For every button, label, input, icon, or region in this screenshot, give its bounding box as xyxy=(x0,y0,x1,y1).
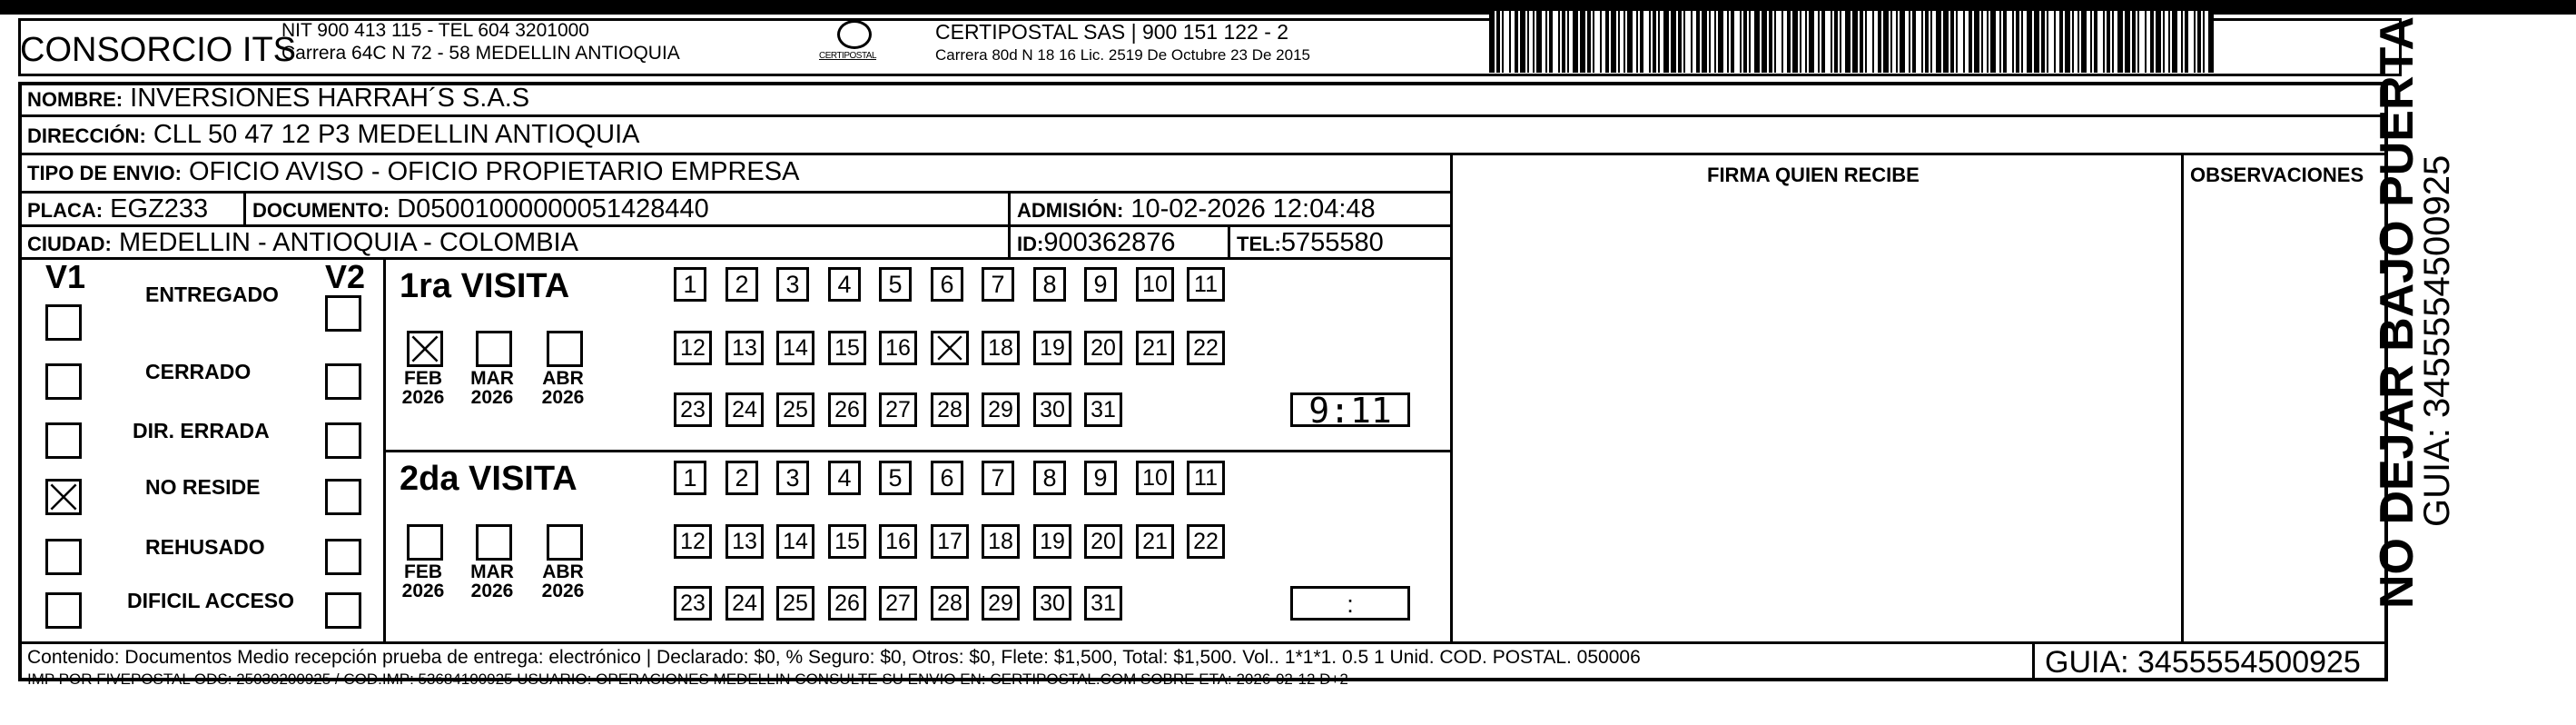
visit1-time-box[interactable]: 9:11 xyxy=(1290,392,1410,427)
visit1-day-box[interactable]: 28 xyxy=(931,392,969,427)
v1-checkbox-1[interactable] xyxy=(45,304,82,341)
visit1-day-box[interactable]: 11 xyxy=(1187,267,1225,302)
visit1-day-box[interactable]: 23 xyxy=(674,392,712,427)
visit2-day-box[interactable]: 5 xyxy=(879,461,912,495)
visit2-day-box[interactable]: 28 xyxy=(931,586,969,621)
visit2-day-box[interactable]: 21 xyxy=(1136,524,1174,559)
visit2-year-label: 2026 xyxy=(470,581,514,601)
visit2-day-box[interactable]: 26 xyxy=(828,586,866,621)
col-divider xyxy=(1008,191,1011,257)
v2-checkbox-3[interactable] xyxy=(325,422,361,459)
visit1-day-box[interactable]: 13 xyxy=(725,331,764,365)
visit1-month-label: MAR xyxy=(470,368,514,389)
visit1-day-box[interactable]: 21 xyxy=(1136,331,1174,365)
side-label xyxy=(2370,16,2458,609)
company-line-2: Carrera 64C N 72 - 58 MEDELLIN ANTIOQUIA xyxy=(281,43,680,64)
visit2-month-label: ABR xyxy=(542,561,584,582)
visit1-day-box[interactable]: 26 xyxy=(828,392,866,427)
visit2-day-box[interactable]: 31 xyxy=(1084,586,1122,621)
visit1-day-box[interactable]: 14 xyxy=(776,331,814,365)
status-label: ENTREGADO xyxy=(145,283,279,306)
id-value: 900362876 xyxy=(1043,228,1176,257)
visit1-day-box[interactable]: 7 xyxy=(982,267,1014,302)
visit2-title: 2da VISITA xyxy=(400,460,577,498)
observaciones-header: OBSERVACIONES xyxy=(2190,164,2364,186)
documento-label: DOCUMENTO: xyxy=(252,199,390,222)
row-divider xyxy=(22,224,1450,227)
visit1-day-box[interactable]: 12 xyxy=(674,331,712,365)
visit1-day-box[interactable]: 3 xyxy=(776,267,809,302)
visit2-day-box[interactable]: 13 xyxy=(725,524,764,559)
tel-value: 5755580 xyxy=(1280,228,1384,257)
visit2-day-box[interactable]: 19 xyxy=(1033,524,1071,559)
visit2-year-label: 2026 xyxy=(401,581,445,601)
status-label: NO RESIDE xyxy=(145,475,261,499)
visit2-day-box[interactable]: 9 xyxy=(1084,461,1117,495)
visit2-day-box[interactable]: 30 xyxy=(1033,586,1071,621)
col-divider xyxy=(2032,641,2035,681)
visit1-year-label: 2026 xyxy=(470,387,514,408)
visit1-day-box[interactable]: 8 xyxy=(1033,267,1066,302)
visit1-day-box[interactable]: 4 xyxy=(828,267,861,302)
v1-checkbox-6[interactable] xyxy=(45,592,82,629)
visit1-day-box[interactable]: 30 xyxy=(1033,392,1071,427)
placa-label: PLACA: xyxy=(27,199,104,222)
courier-logo-text: CERTIPOSTAL xyxy=(819,51,877,61)
visit2-day-box[interactable]: 12 xyxy=(674,524,712,559)
status-label: REHUSADO xyxy=(145,535,265,559)
visit1-month-label: FEB xyxy=(404,368,442,389)
v2-checkbox-2[interactable] xyxy=(325,363,361,400)
visit1-day-box[interactable]: 1 xyxy=(674,267,706,302)
visit1-year-label: 2026 xyxy=(541,387,585,408)
v2-checkbox-1[interactable] xyxy=(325,295,361,332)
visit1-day-box[interactable]: 20 xyxy=(1084,331,1122,365)
visit2-day-box[interactable]: 3 xyxy=(776,461,809,495)
imp-text: IMP POR FIVEPOSTAL ODS: 25030200925 / COD.IMP: 53684100925 USUARIO: OPERACIONES MEDELLIN CONSULTE SU ENVIO EN: CERTIPOSTAL.COM SOBRE ETA: 2026-02-12 D+2 xyxy=(27,670,1348,688)
tipo-envio-label: TIPO DE ENVIO: xyxy=(27,162,182,184)
visit1-day-box[interactable]: 18 xyxy=(982,331,1020,365)
company-name: CONSORCIO ITS xyxy=(20,31,297,69)
v1-checkbox-5[interactable] xyxy=(45,539,82,575)
firma-header: FIRMA QUIEN RECIBE xyxy=(1707,164,1920,186)
direccion-label: DIRECCIÓN: xyxy=(27,124,146,147)
courier-details xyxy=(935,20,1310,67)
visit1-day-box[interactable] xyxy=(931,331,969,365)
v1-checkbox-3[interactable] xyxy=(45,422,82,459)
admision-label: ADMISIÓN: xyxy=(1017,199,1124,222)
courier-line-2: Carrera 80d N 18 16 Lic. 2519 De Octubre 23 De 2015 xyxy=(935,46,1310,64)
visit2-day-box[interactable]: 27 xyxy=(879,586,917,621)
col-divider xyxy=(383,257,386,641)
visit1-day-box[interactable]: 10 xyxy=(1136,267,1174,302)
barcode xyxy=(1489,11,2216,73)
visit2-day-box[interactable]: 14 xyxy=(776,524,814,559)
side-guia: GUIA: 3455554500925 xyxy=(2417,154,2457,527)
v1-checkbox-2[interactable] xyxy=(45,363,82,400)
visit1-day-box[interactable]: 5 xyxy=(879,267,912,302)
visit1-month-checkbox[interactable] xyxy=(476,331,512,367)
visit1-day-box[interactable]: 25 xyxy=(776,392,814,427)
visit2-time-box[interactable]: : xyxy=(1290,586,1410,621)
visit2-month-label: MAR xyxy=(470,561,514,582)
id-row xyxy=(1017,228,1175,258)
v2-header: V2 xyxy=(325,258,366,295)
v2-checkbox-5[interactable] xyxy=(325,539,361,575)
visit2-day-box[interactable]: 6 xyxy=(931,461,963,495)
visit1-day-box[interactable]: 27 xyxy=(879,392,917,427)
ciudad-row xyxy=(27,228,578,258)
visit1-day-box[interactable]: 16 xyxy=(879,331,917,365)
v2-checkbox-4[interactable] xyxy=(325,479,361,515)
col-divider xyxy=(1450,153,1453,641)
visit2-day-box[interactable]: 17 xyxy=(931,524,969,559)
visit1-title: 1ra VISITA xyxy=(400,267,570,305)
direccion-value: CLL 50 47 12 P3 MEDELLIN ANTIOQUIA xyxy=(153,120,640,149)
tipo-envio-row xyxy=(27,157,799,187)
documento-value: D05001000000051428440 xyxy=(397,194,709,223)
visit2-day-box[interactable]: 1 xyxy=(674,461,706,495)
company-details xyxy=(281,19,680,65)
visit1-day-box[interactable]: 29 xyxy=(982,392,1020,427)
nombre-row xyxy=(27,84,529,114)
visit2-day-box[interactable]: 4 xyxy=(828,461,861,495)
col-divider xyxy=(1228,224,1230,257)
side-warning: NO DEJAR BAJO PUERTA xyxy=(2371,15,2423,609)
guia-number: GUIA: 3455554500925 xyxy=(2045,645,2361,680)
visit2-day-box[interactable]: 15 xyxy=(828,524,866,559)
admision-value: 10-02-2026 12:04:48 xyxy=(1130,194,1376,223)
status-label: DIFICIL ACCESO xyxy=(127,589,295,612)
visit2-day-box[interactable]: 16 xyxy=(879,524,917,559)
tel-label: TEL: xyxy=(1237,233,1281,255)
col-divider xyxy=(2181,153,2184,641)
visit2-month-checkbox[interactable] xyxy=(407,524,443,561)
visit2-day-box[interactable]: 2 xyxy=(725,461,758,495)
visit2-day-box[interactable]: 25 xyxy=(776,586,814,621)
v1-checkbox-4[interactable] xyxy=(45,479,82,515)
nombre-value: INVERSIONES HARRAH´S S.A.S xyxy=(130,84,530,113)
visit2-day-box[interactable]: 18 xyxy=(982,524,1020,559)
visit1-day-box[interactable]: 9 xyxy=(1084,267,1117,302)
visit2-day-box[interactable]: 10 xyxy=(1136,461,1174,495)
placa-value: EGZ233 xyxy=(110,194,209,223)
visit1-day-box[interactable]: 15 xyxy=(828,331,866,365)
courier-logo-icon xyxy=(837,20,872,49)
visit2-day-box[interactable]: 24 xyxy=(725,586,764,621)
visit1-day-box[interactable]: 19 xyxy=(1033,331,1071,365)
visit1-month-label: ABR xyxy=(542,368,584,389)
visit1-month-checkbox[interactable] xyxy=(547,331,583,367)
documento-row xyxy=(252,194,709,224)
visit2-month-checkbox[interactable] xyxy=(476,524,512,561)
nombre-label: NOMBRE: xyxy=(27,88,123,111)
visit1-month-checkbox[interactable] xyxy=(407,331,443,367)
visit2-day-box[interactable]: 23 xyxy=(674,586,712,621)
ciudad-label: CIUDAD: xyxy=(27,233,112,255)
visit1-day-box[interactable]: 24 xyxy=(725,392,764,427)
visit2-day-box[interactable]: 11 xyxy=(1187,461,1225,495)
contenido-text: Contenido: Documentos Medio recepción prueba de entrega: electrónico | Declarado: $0, % Seguro: $0, Otros: $0, Flete: $1,500, Total: $1,500. Vol.. 1*1*1. 0.5 1 Unid. COD. POSTAL. 050006 xyxy=(27,647,1641,668)
visit1-day-box[interactable]: 6 xyxy=(931,267,963,302)
visit2-year-label: 2026 xyxy=(541,581,585,601)
id-label: ID: xyxy=(1017,233,1044,255)
row-divider xyxy=(22,191,1450,194)
status-label: DIR. ERRADA xyxy=(133,419,270,442)
direccion-row xyxy=(27,120,640,150)
row-divider xyxy=(383,450,1450,452)
tel-row xyxy=(1237,228,1384,258)
visit2-day-box[interactable]: 7 xyxy=(982,461,1014,495)
admision-row xyxy=(1017,194,1376,224)
visit2-month-checkbox[interactable] xyxy=(547,524,583,561)
visit2-day-box[interactable]: 22 xyxy=(1187,524,1225,559)
v2-checkbox-6[interactable] xyxy=(325,592,361,629)
visit1-year-label: 2026 xyxy=(401,387,445,408)
ciudad-value: MEDELLIN - ANTIOQUIA - COLOMBIA xyxy=(118,228,578,257)
courier-line-1: CERTIPOSTAL SAS | 900 151 122 - 2 xyxy=(935,20,1289,44)
row-divider xyxy=(22,153,2388,155)
visit1-day-box[interactable]: 31 xyxy=(1084,392,1122,427)
company-line-1: NIT 900 413 115 - TEL 604 3201000 xyxy=(281,20,589,41)
visit1-day-box[interactable]: 22 xyxy=(1187,331,1225,365)
placa-row xyxy=(27,194,208,224)
visit2-day-box[interactable]: 29 xyxy=(982,586,1020,621)
tipo-envio-value: OFICIO AVISO - OFICIO PROPIETARIO EMPRESA xyxy=(188,157,800,186)
visit1-day-box[interactable]: 2 xyxy=(725,267,758,302)
row-divider xyxy=(22,114,2388,117)
visit2-day-box[interactable]: 8 xyxy=(1033,461,1066,495)
visit2-month-label: FEB xyxy=(404,561,442,582)
col-divider xyxy=(243,191,246,224)
status-label: CERRADO xyxy=(145,360,252,383)
visit2-day-box[interactable]: 20 xyxy=(1084,524,1122,559)
v1-header: V1 xyxy=(45,258,86,295)
